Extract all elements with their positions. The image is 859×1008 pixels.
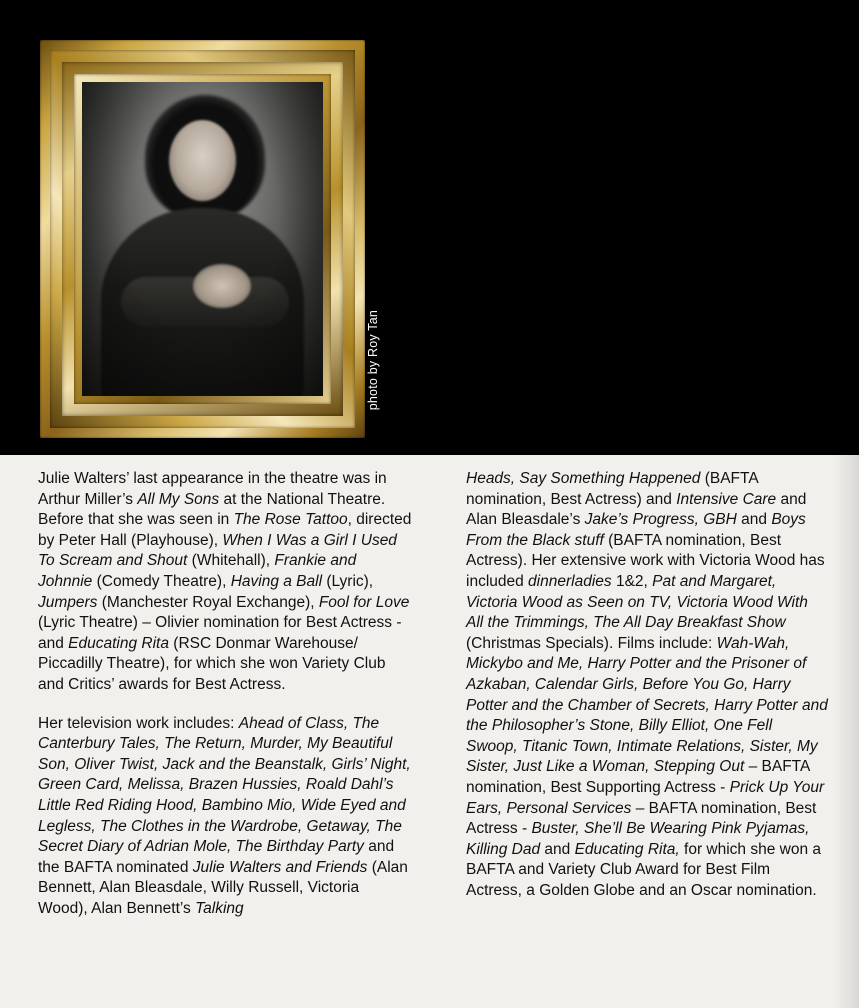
text-columns [0,455,859,1008]
paragraph: Julie Walters’ last appearance in the theatre was in Arthur Miller’s All My Sons at the National Theatre. Before that she was seen in The Rose Tattoo, directed by Peter Hall (Playhouse), When I Was a Girl I Used To Scream and Shout (Whitehall), Frankie and Johnnie (Comedy Theatre), Having a Ball (Lyric), Jumpers (Manchester Royal Exchange), Fool for Love (Lyric Theatre) – Olivier nomination for Best Actress - and Educating Rita (RSC Donmar Warehouse/ Piccadilly Theatre), for which she won Variety Club and Critics’ awards for Best Actress. [38,470,412,693]
paragraph: Heads, Say Something Happened (BAFTA nomination, Best Actress) and Intensive Care and Alan Bleasdale’s Jake’s Progress, GBH and Boys From the Black stuff (BAFTA nomination, Best Actress). Her extensive work with Victoria Wood has included dinnerladies 1&2, Pat and Margaret, Victoria Wood as Seen on TV, Victoria Wood With All the Trimmings, The All Day Breakfast Show (Christmas Specials). Films include: Wah-Wah, Mickybo and Me, Harry Potter and the Prisoner of Azkaban, Calendar Girls, Before You Go, Harry Potter and the Chamber of Secrets, Harry Potter and the Philosopher’s Stone, Billy Elliot, One Fell Swoop, Titanic Town, Intimate Relations, Sister, My Sister, Just Like a Woman, Stepping Out – BAFTA nomination, Best Supporting Actress - Prick Up Your Ears, Personal Services – BAFTA nomination, Best Actress - Buster, She’ll Be Wearing Pink Pyjamas, Killing Dad and Educating Rita, for which she won a BAFTA and Variety Club Award for Best Film Actress, a Golden Globe and an Oscar nomination. [466,470,828,899]
portrait-photo [82,82,323,396]
column-left [38,469,413,919]
paragraph: Her television work includes: Ahead of Class, The Canterbury Tales, The Return, Murder, My Beautiful Son, Oliver Twist, Jack and the Beanstalk, Girls’ Night, Green Card, Melissa, Brazen Hussies, Roald Dahl’s Little Red Riding Hood, Bambino Mio, Wide Eyed and Legless, The Clothes in the Wardrobe, Getaway, The Secret Diary of Adrian Mole, The Birthday Party and the BAFTA nominated Julie Walters and Friends (Alan Bennett, Alan Bleasdale, Willy Russell, Victoria Wood), Alan Bennett’s Talking [38,714,411,917]
photo-credit: photo by Roy Tan [366,310,380,411]
photo-band [0,0,859,455]
column-right [466,469,828,901]
biography-text [0,455,859,1008]
portrait-vignette [82,82,323,396]
framed-portrait [40,40,365,438]
